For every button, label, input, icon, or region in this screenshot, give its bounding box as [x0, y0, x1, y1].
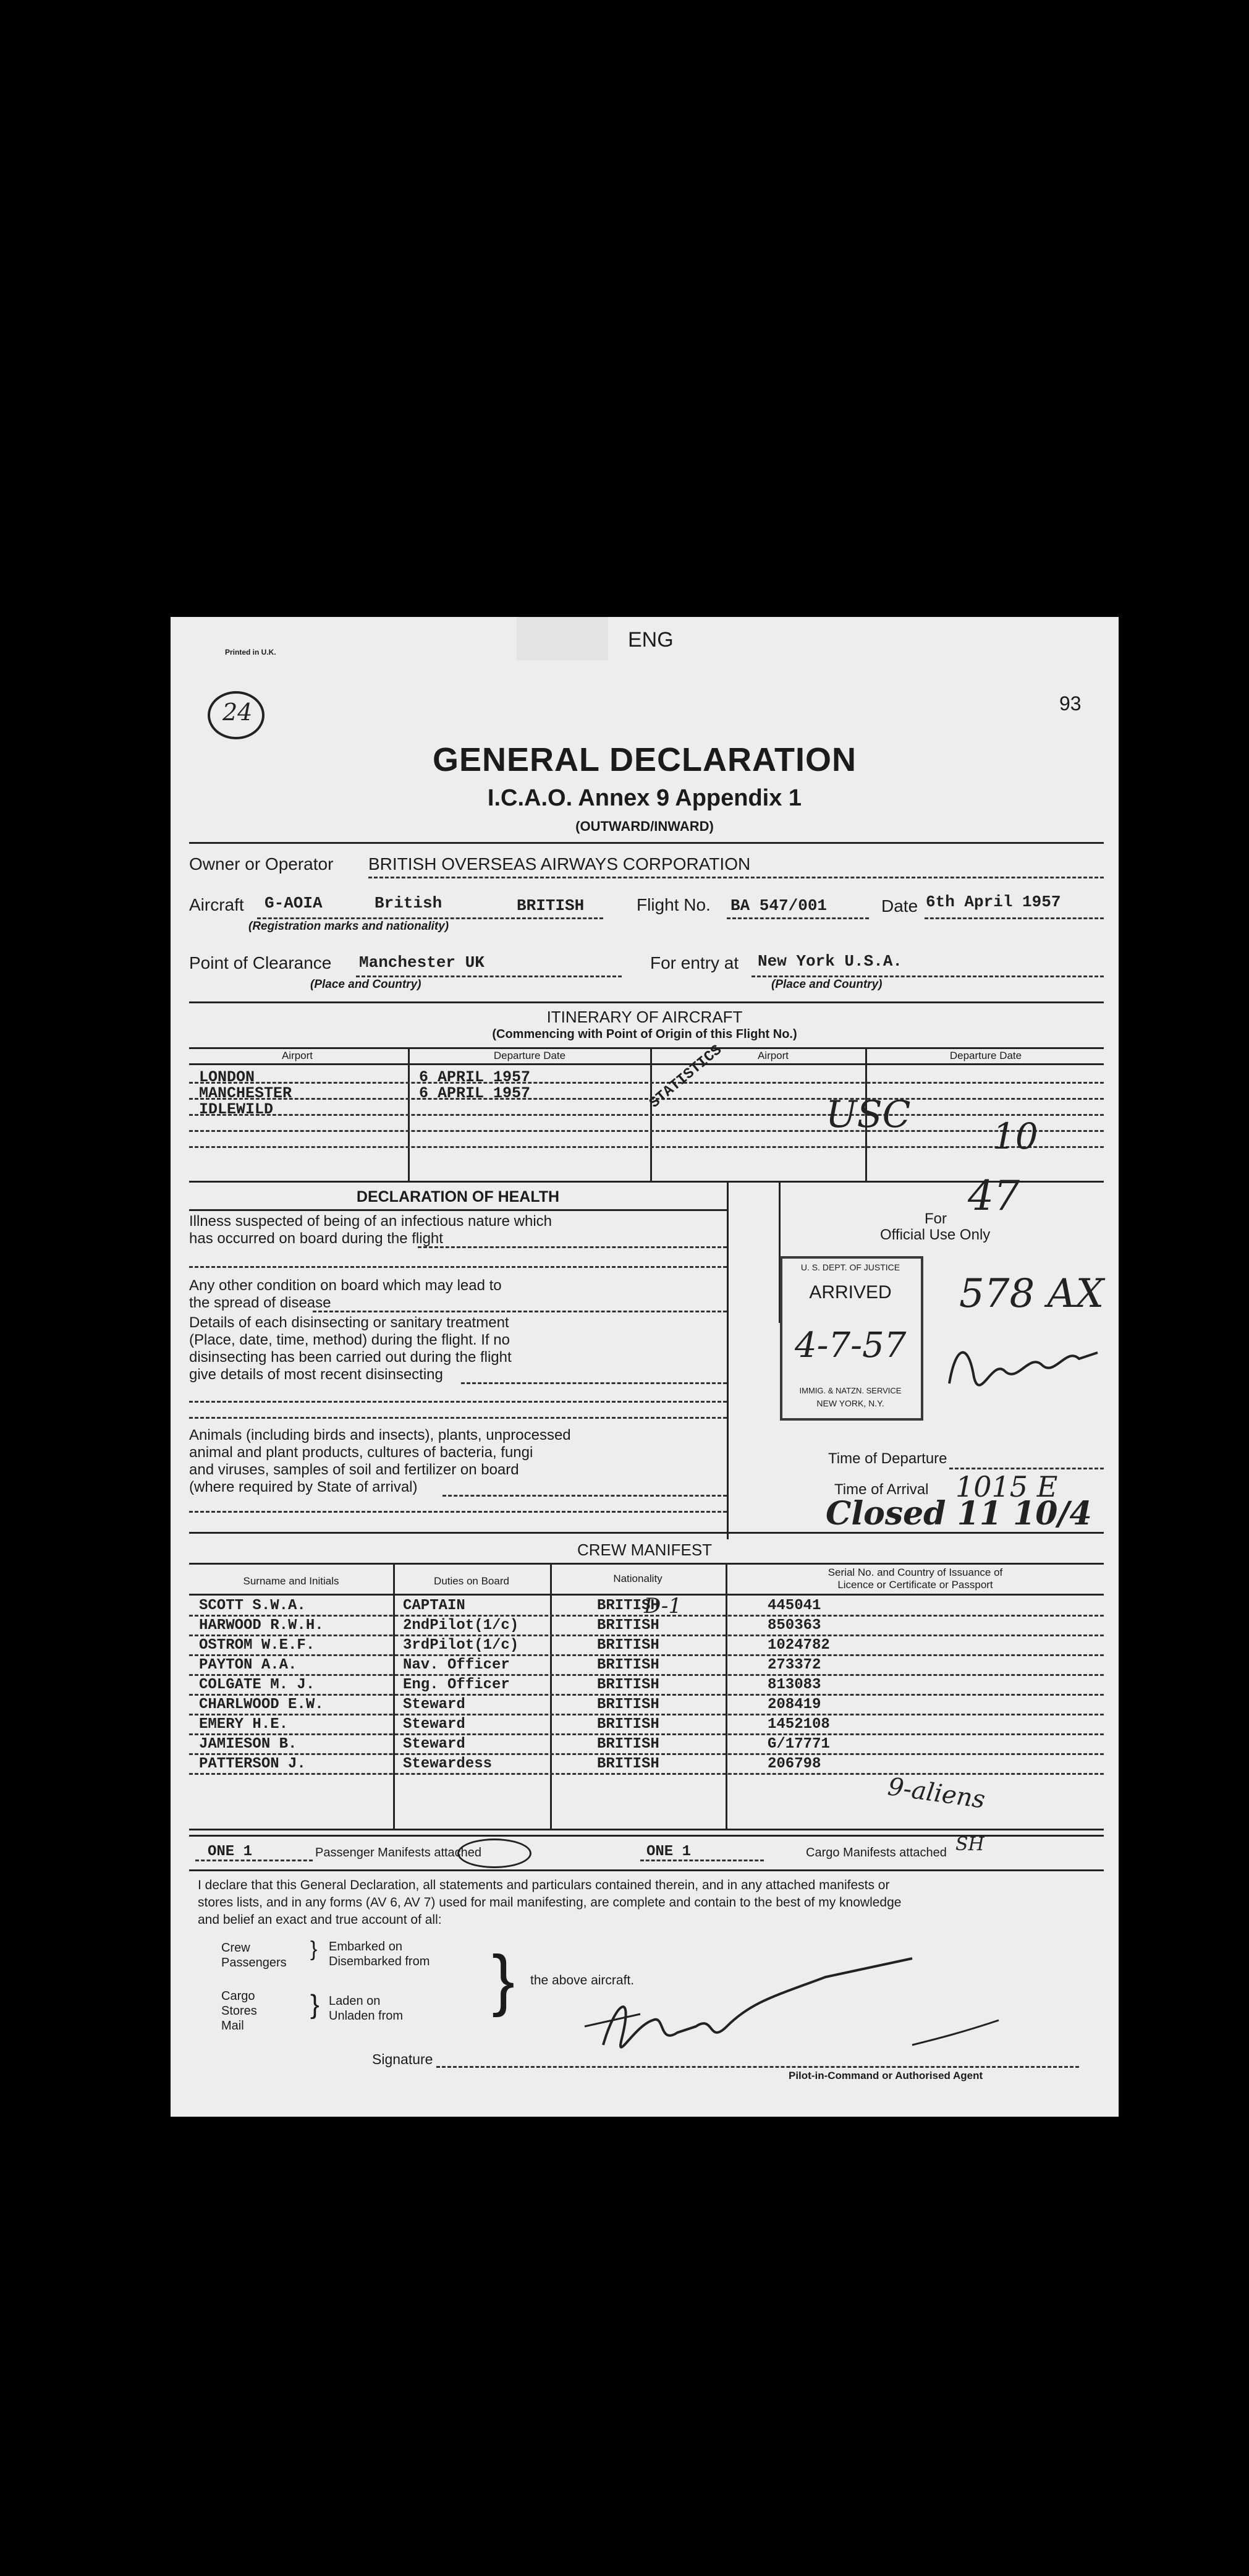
- initials-scribble: [943, 1334, 1104, 1408]
- attached-circle: [457, 1838, 531, 1868]
- crew-serial-9: 206798: [768, 1756, 821, 1772]
- official-for: For: [925, 1210, 947, 1227]
- rule: [189, 1146, 1104, 1148]
- circled-number: 24: [222, 699, 253, 726]
- aircraft-nationality-extra: British: [375, 894, 442, 912]
- rule: [727, 1181, 729, 1539]
- rule: [189, 1829, 1104, 1830]
- rule: [189, 1417, 727, 1419]
- rule: [189, 1063, 1104, 1065]
- official-label: Official Use Only: [880, 1226, 991, 1243]
- hand-d1: D-1: [644, 1594, 682, 1618]
- crew-serial-5: 813083: [768, 1677, 821, 1693]
- flight-label: Flight No.: [637, 895, 711, 914]
- aircraft-registration: G-AOIA: [265, 894, 323, 912]
- rule: [257, 917, 603, 919]
- declaration-line-3: and belief an exact and true account of all:: [198, 1913, 442, 1927]
- crew-row-rule: [189, 1694, 1104, 1696]
- hand-578: 578 AX: [959, 1271, 1104, 1317]
- health-q3-line2: (Place, date, time, method) during the flight. If no: [189, 1332, 510, 1348]
- crew-serial-4: 273372: [768, 1657, 821, 1673]
- hand-usc: USC: [826, 1093, 911, 1136]
- crew-duty-8: Steward: [403, 1736, 465, 1753]
- rule: [189, 842, 1104, 844]
- crew-duty-2: 2ndPilot(1/c): [403, 1617, 519, 1634]
- health-q4-line3: and viruses, samples of soil and fertilizer on board: [189, 1461, 519, 1478]
- crew-heading: CREW MANIFEST: [577, 1541, 713, 1559]
- hand-initials: SH: [955, 1834, 984, 1855]
- rule: [189, 1511, 727, 1513]
- statistics-stamp: STATISTICS: [646, 1042, 726, 1112]
- health-q3-line4: give details of most recent disinsecting: [189, 1366, 443, 1383]
- passenger-manifest-count: ONE 1: [208, 1843, 253, 1860]
- rule: [189, 1209, 727, 1211]
- crew-name-8: JAMIESON B.: [199, 1736, 297, 1753]
- decl-above-aircraft: the above aircraft.: [530, 1973, 635, 1987]
- brace-2: }: [310, 1989, 320, 2020]
- clearance-value: Manchester UK: [359, 953, 485, 972]
- time-departure-label: Time of Departure: [828, 1450, 947, 1467]
- hand-10: 10: [993, 1115, 1038, 1157]
- rule: [189, 1001, 1104, 1003]
- itinerary-date-2: 6 APRIL 1957: [419, 1084, 531, 1102]
- health-q4-line4: (where required by State of arrival): [189, 1479, 418, 1495]
- stamp-arrived: ARRIVED: [809, 1282, 892, 1303]
- form-title: GENERAL DECLARATION: [432, 741, 857, 778]
- decl-laden: Laden on: [329, 1994, 381, 2008]
- decl-disembarked: Disembarked from: [329, 1955, 430, 1968]
- col-airport-2: Airport: [757, 1050, 789, 1061]
- crew-nat-9: BRITISH: [597, 1756, 659, 1772]
- time-arrival-value: 1015 E: [955, 1470, 1058, 1503]
- rule: [550, 1563, 552, 1829]
- crew-name-7: EMERY H.E.: [199, 1716, 289, 1733]
- health-q2-line2: the spread of disease: [189, 1294, 331, 1311]
- crew-nat-4: BRITISH: [597, 1657, 659, 1673]
- crew-nat-7: BRITISH: [597, 1716, 659, 1733]
- decl-cargo: Cargo: [221, 1989, 255, 2003]
- itinerary-airport-3: IDLEWILD: [199, 1100, 274, 1118]
- registration-note: (Registration marks and nationality): [248, 920, 449, 933]
- health-heading: DECLARATION OF HEALTH: [356, 1188, 560, 1205]
- crew-serial-7: 1452108: [768, 1716, 830, 1733]
- crew-duty-6: Steward: [403, 1696, 465, 1713]
- rule: [727, 917, 869, 919]
- crew-nat-3: BRITISH: [597, 1637, 659, 1654]
- health-q3-line3: disinsecting has been carried out during the flight: [189, 1349, 512, 1366]
- hand-47: 47: [968, 1172, 1020, 1220]
- pilot-in-command-label: Pilot-in-Command or Authorised Agent: [789, 2070, 983, 2081]
- crew-duty-7: Steward: [403, 1716, 465, 1733]
- crew-name-2: HARWOOD R.W.H.: [199, 1617, 324, 1634]
- passenger-manifest-label: Passenger Manifests attached: [315, 1846, 482, 1860]
- clearance-note: (Place and Country): [310, 978, 421, 991]
- rule: [925, 917, 1104, 919]
- health-q4-line1: Animals (including birds and insects), plants, unprocessed: [189, 1427, 571, 1443]
- decl-crew: Crew: [221, 1941, 250, 1955]
- brace-3: }: [492, 1942, 515, 2018]
- declaration-line-1: I declare that this General Declaration, all statements and particulars contained therein, and in any attached manifests or: [198, 1878, 890, 1892]
- col-crew-nationality: Nationality: [613, 1573, 663, 1584]
- decl-embarked: Embarked on: [329, 1940, 402, 1953]
- decl-passengers: Passengers: [221, 1956, 287, 1970]
- itinerary-date-1: 6 APRIL 1957: [419, 1068, 531, 1086]
- clearance-label: Point of Clearance: [189, 953, 332, 972]
- form-subtitle: I.C.A.O. Annex 9 Appendix 1: [487, 785, 802, 811]
- stamp-header: U. S. DEPT. OF JUSTICE: [800, 1262, 900, 1272]
- rule: [189, 1047, 1104, 1049]
- date-label: Date: [881, 896, 918, 916]
- col-airport: Airport: [281, 1050, 313, 1061]
- crew-row-rule: [189, 1674, 1104, 1676]
- col-departure-2: Departure Date: [949, 1050, 1022, 1061]
- rule: [726, 1563, 727, 1829]
- time-arrival-label: Time of Arrival: [834, 1481, 929, 1498]
- owner-value: BRITISH OVERSEAS AIRWAYS CORPORATION: [368, 854, 751, 874]
- rule: [949, 1468, 1104, 1469]
- itinerary-airport-1: LONDON: [199, 1068, 255, 1086]
- entry-note: (Place and Country): [771, 978, 883, 991]
- crew-duty-1: CAPTAIN: [403, 1597, 465, 1614]
- stamp-footer-1: IMMIG. & NATZN. SERVICE: [799, 1386, 902, 1395]
- crew-serial-3: 1024782: [768, 1637, 830, 1654]
- declaration-line-2: stores lists, and in any forms (AV 6, AV 7) used for mail manifesting, are complete and contain to the best of my knowledge: [198, 1895, 902, 1910]
- flight-number: BA 547/001: [730, 896, 828, 915]
- stamp-date: 4-7-57: [795, 1325, 907, 1366]
- crew-serial-8: G/17771: [768, 1736, 830, 1753]
- itinerary-subheading: (Commencing with Point of Origin of this Flight No.): [492, 1027, 797, 1041]
- rule: [189, 1114, 1104, 1116]
- itinerary-heading: ITINERARY OF AIRCRAFT: [546, 1008, 743, 1026]
- stamp-footer-2: NEW YORK, N.Y.: [816, 1398, 884, 1408]
- closed-note: Closed 11 10/4: [826, 1495, 1092, 1532]
- rule: [442, 1495, 727, 1497]
- health-q1-line2: has occurred on board during the flight: [189, 1230, 443, 1247]
- aircraft-nationality: BRITISH: [517, 896, 585, 915]
- tab-text: ENG: [628, 628, 674, 652]
- signature-label: Signature: [372, 2051, 433, 2067]
- itinerary-airport-2: MANCHESTER: [199, 1084, 292, 1102]
- crew-name-3: OSTROM W.E.F.: [199, 1637, 315, 1654]
- aircraft-label: Aircraft: [189, 895, 244, 914]
- crew-row-rule: [189, 1634, 1104, 1636]
- torn-tab: [517, 617, 608, 660]
- crew-duty-4: Nav. Officer: [403, 1657, 510, 1673]
- crew-duty-9: Stewardess: [403, 1756, 493, 1772]
- crew-serial-6: 208419: [768, 1696, 821, 1713]
- signature-scribble: [566, 1952, 1036, 2076]
- rule: [356, 976, 622, 977]
- crew-row-rule: [189, 1714, 1104, 1715]
- crew-row-rule: [189, 1654, 1104, 1656]
- health-q4-line2: animal and plant products, cultures of bacteria, fungi: [189, 1444, 533, 1461]
- cargo-manifest-count: ONE 1: [646, 1843, 692, 1860]
- decl-mail: Mail: [221, 2019, 244, 2033]
- rule: [189, 1835, 1104, 1837]
- decl-stores: Stores: [221, 2004, 257, 2018]
- decl-unladen: Unladen from: [329, 2009, 404, 2023]
- crew-name-1: SCOTT S.W.A.: [199, 1597, 306, 1614]
- brace-1: }: [310, 1937, 318, 1961]
- rule: [189, 1563, 1104, 1565]
- hand-aliens: 9-aliens: [886, 1772, 987, 1814]
- rule: [189, 1266, 727, 1268]
- health-q2-line1: Any other condition on board which may lead to: [189, 1277, 502, 1294]
- crew-name-5: COLGATE M. J.: [199, 1677, 315, 1693]
- outward-inward: (OUTWARD/INWARD): [575, 818, 714, 834]
- health-q1-line1: Illness suspected of being of an infectious nature which: [189, 1213, 553, 1230]
- entry-value: New York U.S.A.: [758, 952, 903, 971]
- rule: [189, 1130, 1104, 1132]
- col-crew-serial-2: Licence or Certificate or Passport: [837, 1579, 993, 1591]
- rule: [189, 1532, 1104, 1534]
- entry-label: For entry at: [650, 953, 739, 972]
- crew-row-rule: [189, 1753, 1104, 1755]
- col-crew-name: Surname and Initials: [243, 1575, 339, 1587]
- rule: [189, 1082, 1104, 1084]
- col-crew-serial-1: Serial No. and Country of Issuance of: [828, 1566, 1003, 1578]
- crew-nat-6: BRITISH: [597, 1696, 659, 1713]
- rule: [195, 1860, 313, 1861]
- rule: [752, 976, 1104, 977]
- page-number: 93: [1059, 692, 1082, 715]
- crew-name-4: PAYTON A.A.: [199, 1657, 297, 1673]
- col-crew-duties: Duties on Board: [434, 1575, 509, 1587]
- crew-name-6: CHARLWOOD E.W.: [199, 1696, 324, 1713]
- crew-serial-2: 850363: [768, 1617, 821, 1634]
- rule: [640, 1860, 764, 1861]
- crew-nat-1: BRITISH: [597, 1597, 659, 1614]
- crew-duty-3: 3rdPilot(1/c): [403, 1637, 519, 1654]
- crew-nat-8: BRITISH: [597, 1736, 659, 1753]
- col-departure: Departure Date: [493, 1050, 566, 1061]
- printed-in-label: Printed in U.K.: [225, 648, 276, 657]
- cargo-manifest-label: Cargo Manifests attached: [806, 1846, 947, 1860]
- crew-row-rule: [189, 1733, 1104, 1735]
- crew-serial-1: 445041: [768, 1597, 821, 1614]
- crew-duty-5: Eng. Officer: [403, 1677, 510, 1693]
- rule: [189, 1181, 1104, 1183]
- crew-nat-5: BRITISH: [597, 1677, 659, 1693]
- crew-row-rule: [189, 1773, 1104, 1775]
- rule: [313, 1311, 727, 1312]
- rule: [393, 1563, 395, 1829]
- health-q3-line1: Details of each disinsecting or sanitary treatment: [189, 1314, 509, 1331]
- rule: [189, 1401, 727, 1403]
- owner-label: Owner or Operator: [189, 854, 334, 874]
- rule: [368, 877, 1104, 878]
- crew-name-9: PATTERSON J.: [199, 1756, 306, 1772]
- declaration-form: [171, 617, 1119, 2117]
- crew-nat-2: BRITISH: [597, 1617, 659, 1634]
- rule: [189, 1869, 1104, 1871]
- rule: [461, 1382, 727, 1384]
- date-value: 6th April 1957: [926, 893, 1061, 911]
- rule: [418, 1246, 727, 1248]
